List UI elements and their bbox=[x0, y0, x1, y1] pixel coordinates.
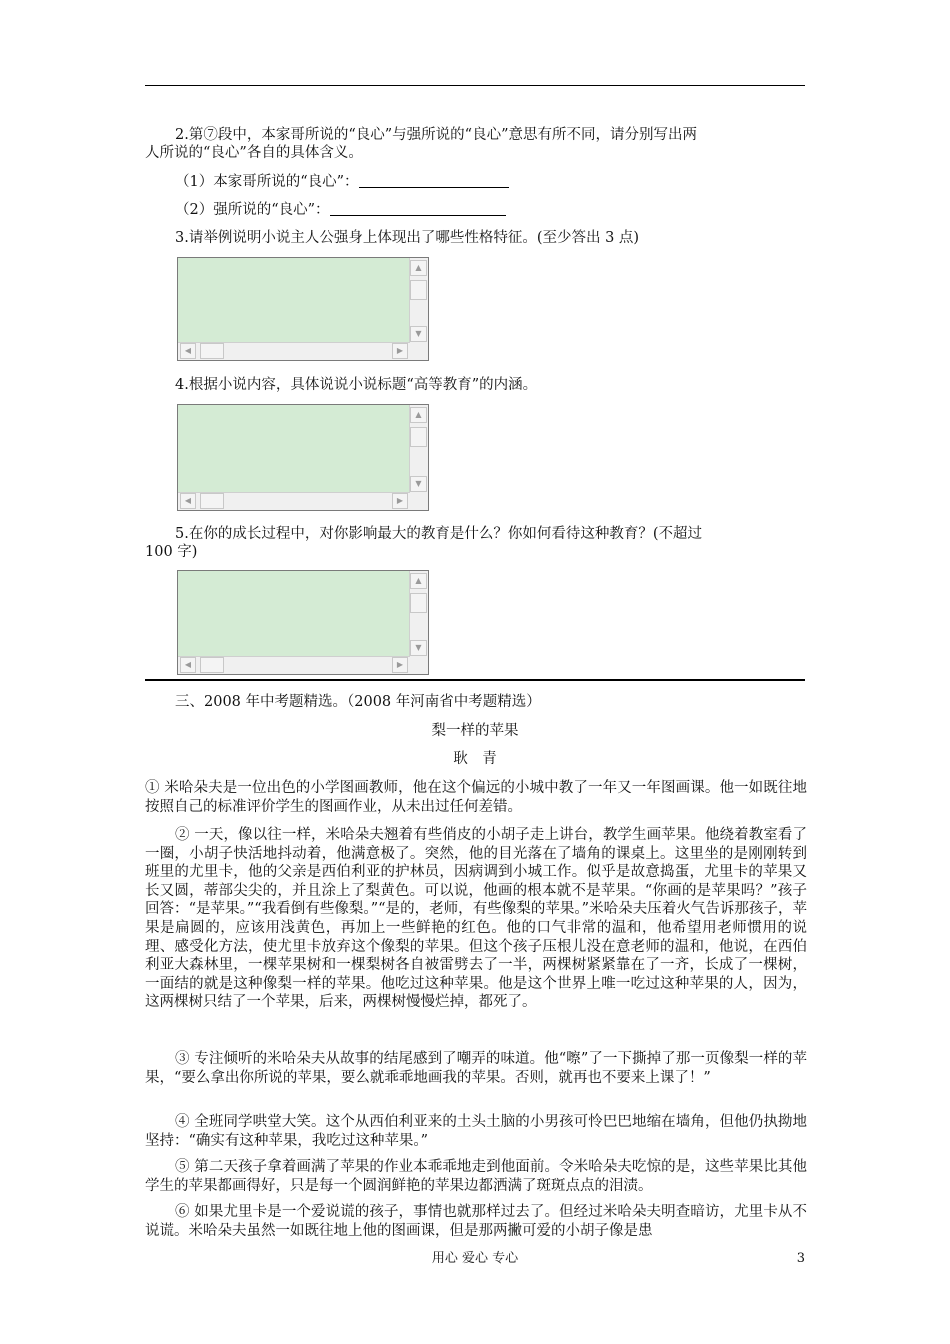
story-paragraph-3 bbox=[145, 1050, 807, 1087]
scroll-corner bbox=[410, 657, 428, 674]
section-3-heading: 三、2008 年中考题精选。（2008 年河南省中考题精选） bbox=[175, 694, 541, 710]
scroll-left-arrow-icon[interactable]: ◀ bbox=[180, 493, 196, 509]
scroll-down-arrow-icon[interactable]: ▼ bbox=[410, 640, 427, 656]
question-2-line-1: 2.第⑦段中，本家哥所说的“良心”与强所说的“良心”意思有所不同，请分别写出两 bbox=[175, 127, 697, 143]
story-paragraph-2 bbox=[145, 826, 807, 1012]
question-2-sub-1 bbox=[145, 173, 805, 191]
scroll-thumb[interactable] bbox=[200, 343, 224, 359]
horizontal-scrollbar[interactable] bbox=[178, 656, 410, 674]
answer-blank-1[interactable] bbox=[359, 173, 509, 188]
paragraph-text: ④ 全班同学哄堂大笑。这个从西伯利亚来的土头土脑的小男孩可怜巴巴地缩在墙角，但他仍执拗地坚持：“确实有这种苹果，我吃过这种苹果。” bbox=[145, 1114, 807, 1149]
scroll-corner bbox=[410, 343, 428, 360]
answer-blank-2[interactable] bbox=[330, 201, 506, 216]
vertical-scrollbar[interactable] bbox=[409, 405, 428, 494]
story-author: 耿 青 bbox=[453, 751, 497, 767]
answer-box-q5[interactable] bbox=[177, 570, 429, 675]
scroll-right-arrow-icon[interactable]: ▶ bbox=[392, 343, 408, 359]
header-rule bbox=[145, 85, 805, 86]
question-4: 4.根据小说内容，具体说说小说标题“高等教育”的内涵。 bbox=[175, 377, 538, 393]
paragraph-text: ② 一天，像以往一样，米哈朵夫翘着有些俏皮的小胡子走上讲台，教学生画苹果。他绕着教室看了一圈，小胡子快活地抖动着，他满意极了。突然，他的目光落在了墙角的课桌上。这里坐的是刚刚转到班里的尤里卡，他的父亲是西伯利亚的护林员，因病调到小城工作。似乎是故意捣蛋，尤里卡的苹果又长又圆，蒂部尖尖的，并且涂上了梨黄色。可以说，他画的根本就不是苹果。“你画的是苹果吗？”孩子回答：“是苹果。”“我看倒有些像梨。”“是的，老师，有些像梨的苹果。”米哈朵夫压着火气告诉那孩子，苹果是扁圆的，应该用浅黄色，再加上一些鲜艳的红色。他的口气非常的温和，他希望用老师惯用的说理、感受化方法，使尤里卡放弃这个像梨的苹果。但这个孩子压根儿没在意老师的温和，他说，在西伯利亚大森林里，一棵苹果树和一棵梨树各自被雷劈去了一半，两棵树紧紧靠在了一齐，长成了一棵树，一面结的就是这种像梨一样的苹果。他吃过这种苹果。他是这个世界上唯一吃过这种苹果的人，因为，这两棵树只结了一个苹果，后来，两棵树慢慢烂掉，都死了。 bbox=[145, 827, 807, 1011]
scroll-right-arrow-icon[interactable]: ▶ bbox=[392, 493, 408, 509]
question-2-line-2: 人所说的“良心”各自的具体含义。 bbox=[145, 145, 363, 161]
scroll-right-arrow-icon[interactable]: ▶ bbox=[392, 657, 408, 673]
scroll-left-arrow-icon[interactable]: ◀ bbox=[180, 657, 196, 673]
scroll-up-arrow-icon[interactable]: ▲ bbox=[410, 407, 427, 423]
scroll-thumb[interactable] bbox=[200, 657, 224, 673]
story-paragraph-6 bbox=[145, 1203, 807, 1240]
story-title: 梨一样的苹果 bbox=[431, 723, 519, 739]
question-2-sub-1-label: （1）本家哥所说的“良心”： bbox=[175, 174, 359, 190]
question-5-line-2: 100 字) bbox=[145, 544, 198, 560]
question-2-sub-2-label: （2）强所说的“良心”： bbox=[175, 202, 330, 218]
section-divider bbox=[145, 679, 805, 681]
scroll-thumb[interactable] bbox=[410, 593, 427, 613]
question-5-line-1: 5.在你的成长过程中，对你影响最大的教育是什么？你如何看待这种教育？(不超过 bbox=[175, 526, 702, 542]
footer-text: 用心 爱心 专心 bbox=[431, 1251, 519, 1266]
scroll-up-arrow-icon[interactable]: ▲ bbox=[410, 260, 427, 276]
scroll-corner bbox=[410, 493, 428, 510]
answer-box-q4[interactable] bbox=[177, 404, 429, 511]
answer-box-q3[interactable] bbox=[177, 257, 429, 361]
question-2-sub-2 bbox=[145, 201, 805, 219]
scroll-thumb[interactable] bbox=[410, 427, 427, 447]
horizontal-scrollbar[interactable] bbox=[178, 492, 410, 510]
paragraph-text: ⑥ 如果尤里卡是一个爱说谎的孩子，事情也就那样过去了。但经过米哈朵夫明查暗访，尤里卡从不说谎。米哈朵夫虽然一如既往地上他的图画课，但是那两撇可爱的小胡子像是患 bbox=[145, 1204, 807, 1239]
story-paragraph-4 bbox=[145, 1113, 807, 1150]
scroll-down-arrow-icon[interactable]: ▼ bbox=[410, 476, 427, 492]
page-number: 3 bbox=[796, 1251, 805, 1266]
paragraph-text: ① 米哈朵夫是一位出色的小学图画教师，他在这个偏远的小城中教了一年又一年图画课。他一如既往地按照自己的标准评价学生的图画作业，从未出过任何差错。 bbox=[145, 780, 807, 815]
story-paragraph-1 bbox=[145, 779, 807, 816]
scroll-thumb[interactable] bbox=[200, 493, 224, 509]
scroll-left-arrow-icon[interactable]: ◀ bbox=[180, 343, 196, 359]
scroll-up-arrow-icon[interactable]: ▲ bbox=[410, 573, 427, 589]
paragraph-text: ⑤ 第二天孩子拿着画满了苹果的作业本乖乖地走到他面前。令米哈朵夫吃惊的是，这些苹果比其他学生的苹果都画得好，只是每一个圆润鲜艳的苹果边都洒满了斑斑点点的泪渍。 bbox=[145, 1159, 807, 1194]
vertical-scrollbar[interactable] bbox=[409, 258, 428, 344]
story-paragraph-5 bbox=[145, 1158, 807, 1195]
paragraph-text: ③ 专注倾听的米哈朵夫从故事的结尾感到了嘲弄的味道。他“嚓”了一下撕掉了那一页像梨一样的苹果，“要么拿出你所说的苹果，要么就乖乖地画我的苹果。否则，就再也不要来上课了！” bbox=[145, 1051, 807, 1086]
question-3: 3.请举例说明小说主人公强身上体现出了哪些性格特征。(至少答出 3 点) bbox=[175, 230, 640, 246]
horizontal-scrollbar[interactable] bbox=[178, 342, 410, 360]
vertical-scrollbar[interactable] bbox=[409, 571, 428, 658]
scroll-down-arrow-icon[interactable]: ▼ bbox=[410, 326, 427, 342]
scroll-thumb[interactable] bbox=[410, 280, 427, 300]
